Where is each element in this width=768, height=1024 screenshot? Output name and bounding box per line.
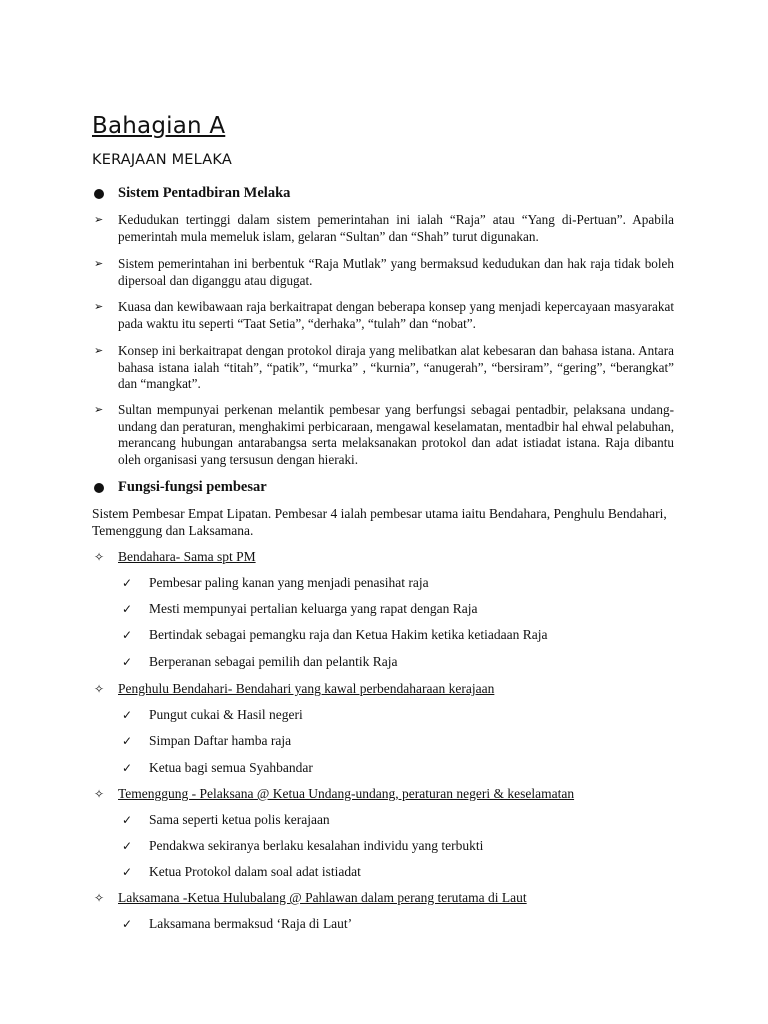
list-item <box>122 864 361 880</box>
list-item-text: Laksamana bermaksud ‘Raja di Laut’ <box>149 916 353 931</box>
list-item-text: Sistem pemerintahan ini berbentuk “Raja Mutlak” yang bermaksud kedudukan dan hak raja tidak boleh dipersoal dan diganggu atau digugat. <box>118 256 674 288</box>
list-item-text: Ketua Protokol dalam soal adat istiadat <box>149 864 361 879</box>
list-item-text: Pungut cukai & Hasil negeri <box>149 707 303 722</box>
check-icon: ✓ <box>122 628 133 642</box>
list-item-text: Sama seperti ketua polis kerajaan <box>149 812 330 827</box>
list-item <box>122 733 291 749</box>
list-item <box>122 575 429 591</box>
list-item <box>122 760 313 776</box>
arrow-bullet-icon: ➢ <box>94 300 104 313</box>
check-icon: ✓ <box>122 839 133 853</box>
list-item-text: Bertindak sebagai pemangku raja dan Ketua Hakim ketika ketiadaan Raja <box>149 627 548 642</box>
list-item <box>94 402 674 468</box>
check-icon: ✓ <box>122 655 133 669</box>
list-item <box>94 256 674 289</box>
list-item-text: Ketua bagi semua Syahbandar <box>149 760 313 775</box>
arrow-bullet-icon: ➢ <box>94 403 104 416</box>
list-item <box>122 627 547 643</box>
check-icon: ✓ <box>122 917 133 931</box>
group-heading-laksamana <box>94 890 527 906</box>
list-item-text: Pendakwa sekiranya berlaku kesalahan individu yang terbukti <box>149 838 484 853</box>
diamond-bullet-icon: ✧ <box>94 891 105 905</box>
section-heading-label: Fungsi-fungsi pembesar <box>118 479 267 495</box>
check-icon: ✓ <box>122 813 133 827</box>
list-item <box>94 343 674 393</box>
section-heading-label: Sistem Pentadbiran Melaka <box>118 185 291 201</box>
list-item <box>122 707 303 723</box>
list-item-text: Sultan mempunyai perkenan melantik pembesar yang berfungsi sebagai pentadbir, pelaksana undang-undang dan peraturan, menghakimi perbicaraan, mengawal keselamatan, mentadbir hal ehwal pelabuhan, merancang hubungan antarabangsa serta melaksanakan protokol dan adat istiadat istana. Raja dibantu oleh organisasi yang tersusun dengan hieraki. <box>118 402 674 467</box>
page-title: Bahagian A <box>92 113 226 139</box>
check-icon: ✓ <box>122 576 133 590</box>
list-item <box>122 654 398 670</box>
group-heading-label: Laksamana -Ketua Hulubalang @ Pahlawan dalam perang terutama di Laut <box>118 890 527 905</box>
check-icon: ✓ <box>122 708 133 722</box>
list-item-text: Konsep ini berkaitrapat dengan protokol diraja yang melibatkan alat kebesaran dan bahasa istana. Antara bahasa istana ialah “titah”, “patik”, “murka” , “kurnia”, “anugerah”, “bersiram”, “gering”, “berangkat” dan “mangkat”. <box>118 343 674 391</box>
page-subtitle: KERAJAAN MELAKA <box>92 152 232 168</box>
list-item-text: Mesti mempunyai pertalian keluarga yang rapat dengan Raja <box>149 601 478 616</box>
arrow-bullet-icon: ➢ <box>94 344 104 357</box>
group-heading-label: Temenggung - Pelaksana @ Ketua Undang-undang, peraturan negeri & keselamatan <box>118 786 575 801</box>
arrow-bullet-icon: ➢ <box>94 257 104 270</box>
check-icon: ✓ <box>122 734 133 748</box>
list-item <box>122 916 352 932</box>
group-heading-penghulu-bendahari <box>94 681 494 697</box>
group-heading-label: Penghulu Bendahari- Bendahari yang kawal perbendaharaan kerajaan <box>118 681 495 696</box>
section-heading-fungsi <box>94 479 267 496</box>
group-heading-bendahara <box>94 549 256 565</box>
list-item-text: Berperanan sebagai pemilih dan pelantik Raja <box>149 654 398 669</box>
list-item-text: Kedudukan tertinggi dalam sistem pemerintahan ini ialah “Raja” atau “Yang di-Pertuan”. Apabila pemerintah mula memeluk islam, gelaran “Sultan” dan “Shah” turut digunakan. <box>118 212 674 244</box>
list-item <box>122 812 330 828</box>
arrow-bullet-icon: ➢ <box>94 213 104 226</box>
list-item-text: Simpan Daftar hamba raja <box>149 733 292 748</box>
section-intro: Sistem Pembesar Empat Lipatan. Pembesar 4 ialah pembesar utama iaitu Bendahara, Penghulu Bendahari, Temenggung dan Laksamana. <box>92 506 667 538</box>
list-item <box>122 601 478 617</box>
diamond-bullet-icon: ✧ <box>94 682 105 696</box>
list-item <box>94 212 674 245</box>
diamond-bullet-icon: ✧ <box>94 787 105 801</box>
bullet-icon <box>94 189 104 199</box>
section-heading-pentadbiran <box>94 185 290 202</box>
list-item-text: Kuasa dan kewibawaan raja berkaitrapat dengan beberapa konsep yang menjadi kepercayaan masyarakat pada waktu itu seperti “Taat Setia”, “derhaka”, “tulah” dan “nobat”. <box>118 299 674 331</box>
check-icon: ✓ <box>122 761 133 775</box>
group-heading-label: Bendahara- Sama spt PM <box>118 549 256 564</box>
list-item-text: Pembesar paling kanan yang menjadi penasihat raja <box>149 575 429 590</box>
check-icon: ✓ <box>122 865 133 879</box>
check-icon: ✓ <box>122 602 133 616</box>
group-heading-temenggung <box>94 786 574 802</box>
bullet-icon <box>94 483 104 493</box>
list-item <box>94 299 674 332</box>
diamond-bullet-icon: ✧ <box>94 550 105 564</box>
list-item <box>122 838 483 854</box>
